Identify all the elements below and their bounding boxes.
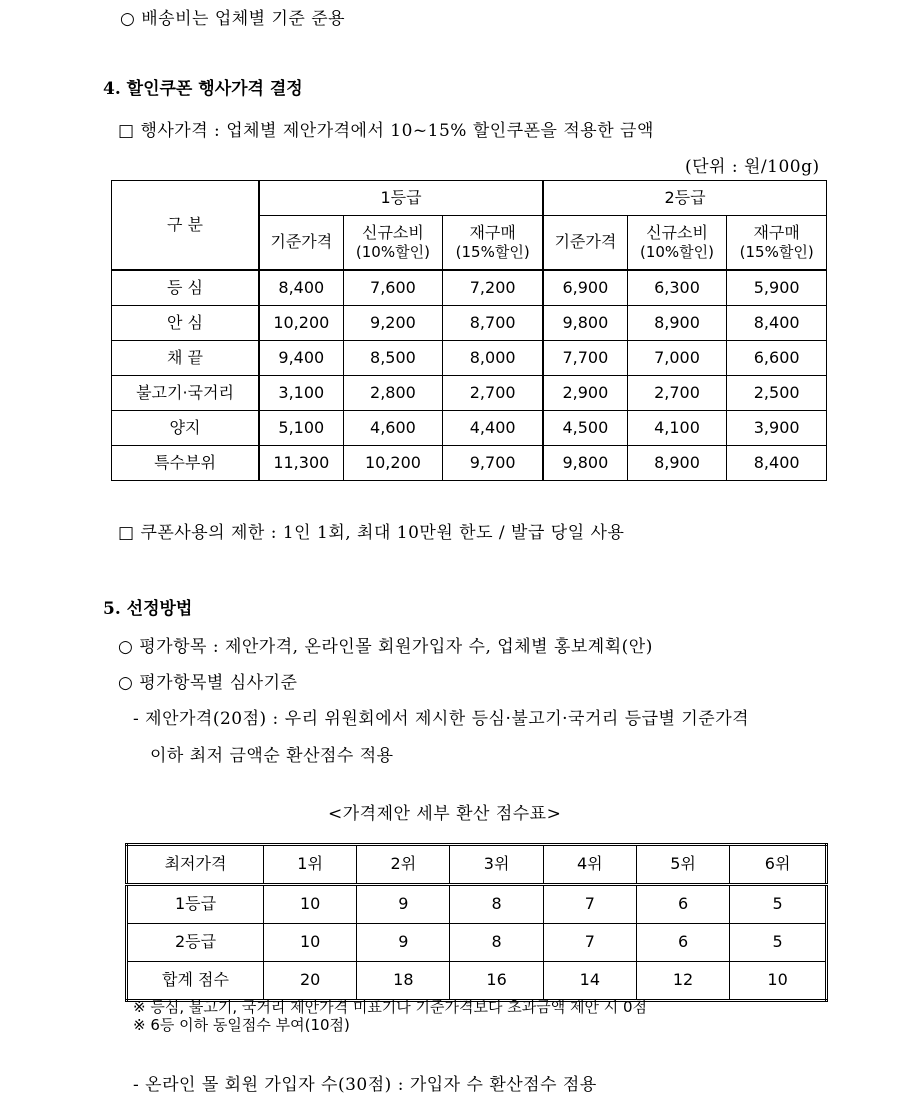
grade1-header: 1등급 xyxy=(259,181,543,216)
price-cell: 4,500 xyxy=(543,411,627,446)
price-cell: 10,200 xyxy=(343,446,443,481)
price-cell: 8,400 xyxy=(727,446,827,481)
score-header-cell: 1위 xyxy=(264,845,357,885)
price-cell: 9,200 xyxy=(343,306,443,341)
price-cell: 7,200 xyxy=(443,270,543,306)
sub-header xyxy=(259,216,343,271)
price-table-row xyxy=(112,306,827,341)
sub-header-line1: 기준가격 xyxy=(270,232,333,252)
unit-label: (단위 : 원/100g) xyxy=(685,157,820,177)
price-cell: 7,600 xyxy=(343,270,443,306)
cut-label: 등 심 xyxy=(112,270,260,306)
price-cell: 3,100 xyxy=(259,376,343,411)
price-cell: 8,500 xyxy=(343,341,443,376)
sub-header xyxy=(727,216,827,271)
price-cell: 2,900 xyxy=(543,376,627,411)
price-cell: 9,800 xyxy=(543,306,627,341)
score-cell: 5 xyxy=(730,885,827,924)
score-header-cell: 최저가격 xyxy=(127,845,264,885)
price-table-row xyxy=(112,270,827,306)
sub-header-line1: 기준가격 xyxy=(554,232,617,252)
score-header-cell: 5위 xyxy=(636,845,729,885)
price-table-row xyxy=(112,376,827,411)
score-cell: 5 xyxy=(730,924,827,962)
price-cell: 6,900 xyxy=(543,270,627,306)
price-table xyxy=(111,180,827,481)
price-cell: 4,100 xyxy=(627,411,727,446)
score-header-cell: 3위 xyxy=(450,845,543,885)
score-cell: 7 xyxy=(543,885,636,924)
score-cell: 10 xyxy=(264,924,357,962)
score-cell: 12 xyxy=(636,962,729,1001)
score-cell: 20 xyxy=(264,962,357,1001)
score-table-row xyxy=(127,962,827,1001)
score-table-row xyxy=(127,885,827,924)
score-row-label: 1등급 xyxy=(127,885,264,924)
section-5-heading: 5. 선정방법 xyxy=(103,599,193,619)
score-cell: 7 xyxy=(543,924,636,962)
price-cell: 8,400 xyxy=(259,270,343,306)
price-cell: 8,700 xyxy=(443,306,543,341)
grade2-header: 2등급 xyxy=(543,181,826,216)
evaluation-criteria-heading: ○ 평가항목별 심사기준 xyxy=(118,673,298,693)
score-cell: 10 xyxy=(264,885,357,924)
sub-header xyxy=(443,216,543,271)
score-cell: 8 xyxy=(450,924,543,962)
score-cell: 9 xyxy=(357,885,450,924)
price-cell: 8,900 xyxy=(627,306,727,341)
price-cell: 5,900 xyxy=(727,270,827,306)
price-cell: 8,400 xyxy=(727,306,827,341)
sub-header-line1: 신규소비 xyxy=(646,223,708,243)
sub-header-line2: (10%할인) xyxy=(639,242,714,261)
price-cell: 11,300 xyxy=(259,446,343,481)
price-cell: 9,800 xyxy=(543,446,627,481)
price-cell: 9,400 xyxy=(259,341,343,376)
price-cell: 9,700 xyxy=(443,446,543,481)
sub-header xyxy=(343,216,443,271)
coupon-limit-text: □ 쿠폰사용의 제한 : 1인 1회, 최대 10만원 한도 / 발급 당일 사용 xyxy=(118,523,625,543)
cut-label: 채 끝 xyxy=(112,341,260,376)
cut-label: 안 심 xyxy=(112,306,260,341)
score-table xyxy=(125,843,828,1002)
sub-header xyxy=(627,216,727,271)
proposal-price-criteria-cont: 이하 최저 금액순 환산점수 적용 xyxy=(150,746,394,766)
price-cell: 6,600 xyxy=(727,341,827,376)
proposal-price-criteria: - 제안가격(20점) : 우리 위원회에서 제시한 등심·불고기·국거리 등급별 기준가격 xyxy=(133,709,750,729)
score-table-header-row xyxy=(127,845,827,885)
price-cell: 2,700 xyxy=(443,376,543,411)
price-cell: 10,200 xyxy=(259,306,343,341)
price-cell: 2,800 xyxy=(343,376,443,411)
score-cell: 18 xyxy=(357,962,450,1001)
price-table-header-row-1 xyxy=(112,181,827,216)
sub-header-line1: 재구매 xyxy=(753,223,800,243)
score-header-cell: 2위 xyxy=(357,845,450,885)
cut-label: 특수부위 xyxy=(112,446,260,481)
price-cell: 8,900 xyxy=(627,446,727,481)
event-price-text: □ 행사가격 : 업체별 제안가격에서 10~15% 할인쿠폰을 적용한 금액 xyxy=(118,121,654,141)
evaluation-items: ○ 평가항목 : 제안가격, 온라인몰 회원가입자 수, 업체별 홍보계획(안) xyxy=(118,637,653,657)
price-cell: 4,400 xyxy=(443,411,543,446)
score-row-label: 합계 점수 xyxy=(127,962,264,1001)
score-cell: 16 xyxy=(450,962,543,1001)
sub-header xyxy=(543,216,627,271)
score-cell: 6 xyxy=(636,924,729,962)
price-table-row xyxy=(112,341,827,376)
price-cell: 4,600 xyxy=(343,411,443,446)
sub-header-line2: (15%할인) xyxy=(455,242,530,261)
score-table-caption: <가격제안 세부 환산 점수표> xyxy=(328,804,562,824)
online-member-criteria: - 온라인 몰 회원 가입자 수(30점) : 가입자 수 환산점수 점용 xyxy=(133,1075,597,1095)
price-cell: 5,100 xyxy=(259,411,343,446)
score-table-row xyxy=(127,924,827,962)
shipping-cost-bullet: ○ 배송비는 업체별 기준 준용 xyxy=(120,9,346,29)
score-row-label: 2등급 xyxy=(127,924,264,962)
score-cell: 6 xyxy=(636,885,729,924)
price-cell: 3,900 xyxy=(727,411,827,446)
score-cell: 14 xyxy=(543,962,636,1001)
score-cell: 9 xyxy=(357,924,450,962)
score-cell: 10 xyxy=(730,962,827,1001)
price-table-row xyxy=(112,446,827,481)
cut-label: 불고기·국거리 xyxy=(112,376,260,411)
price-cell: 2,500 xyxy=(727,376,827,411)
score-note-2: ※ 6등 이하 동일점수 부여(10점) xyxy=(133,1016,350,1034)
sub-header-line1: 재구매 xyxy=(469,223,516,243)
section-4-heading: 4. 할인쿠폰 행사가격 결정 xyxy=(103,79,303,99)
price-table-corner: 구 분 xyxy=(112,181,260,271)
price-cell: 6,300 xyxy=(627,270,727,306)
sub-header-line2: (10%할인) xyxy=(355,242,430,261)
sub-header-line1: 신규소비 xyxy=(362,223,424,243)
price-cell: 7,700 xyxy=(543,341,627,376)
score-header-cell: 4위 xyxy=(543,845,636,885)
price-cell: 8,000 xyxy=(443,341,543,376)
sub-header-line2: (15%할인) xyxy=(739,242,814,261)
score-cell: 8 xyxy=(450,885,543,924)
score-header-cell: 6위 xyxy=(730,845,827,885)
price-table-row xyxy=(112,411,827,446)
score-note-1: ※ 등심, 불고기, 국거리 제안가격 미표기나 기준가격보다 초과금액 제안 시 0점 xyxy=(133,998,648,1016)
price-cell: 7,000 xyxy=(627,341,727,376)
price-cell: 2,700 xyxy=(627,376,727,411)
cut-label: 양지 xyxy=(112,411,260,446)
